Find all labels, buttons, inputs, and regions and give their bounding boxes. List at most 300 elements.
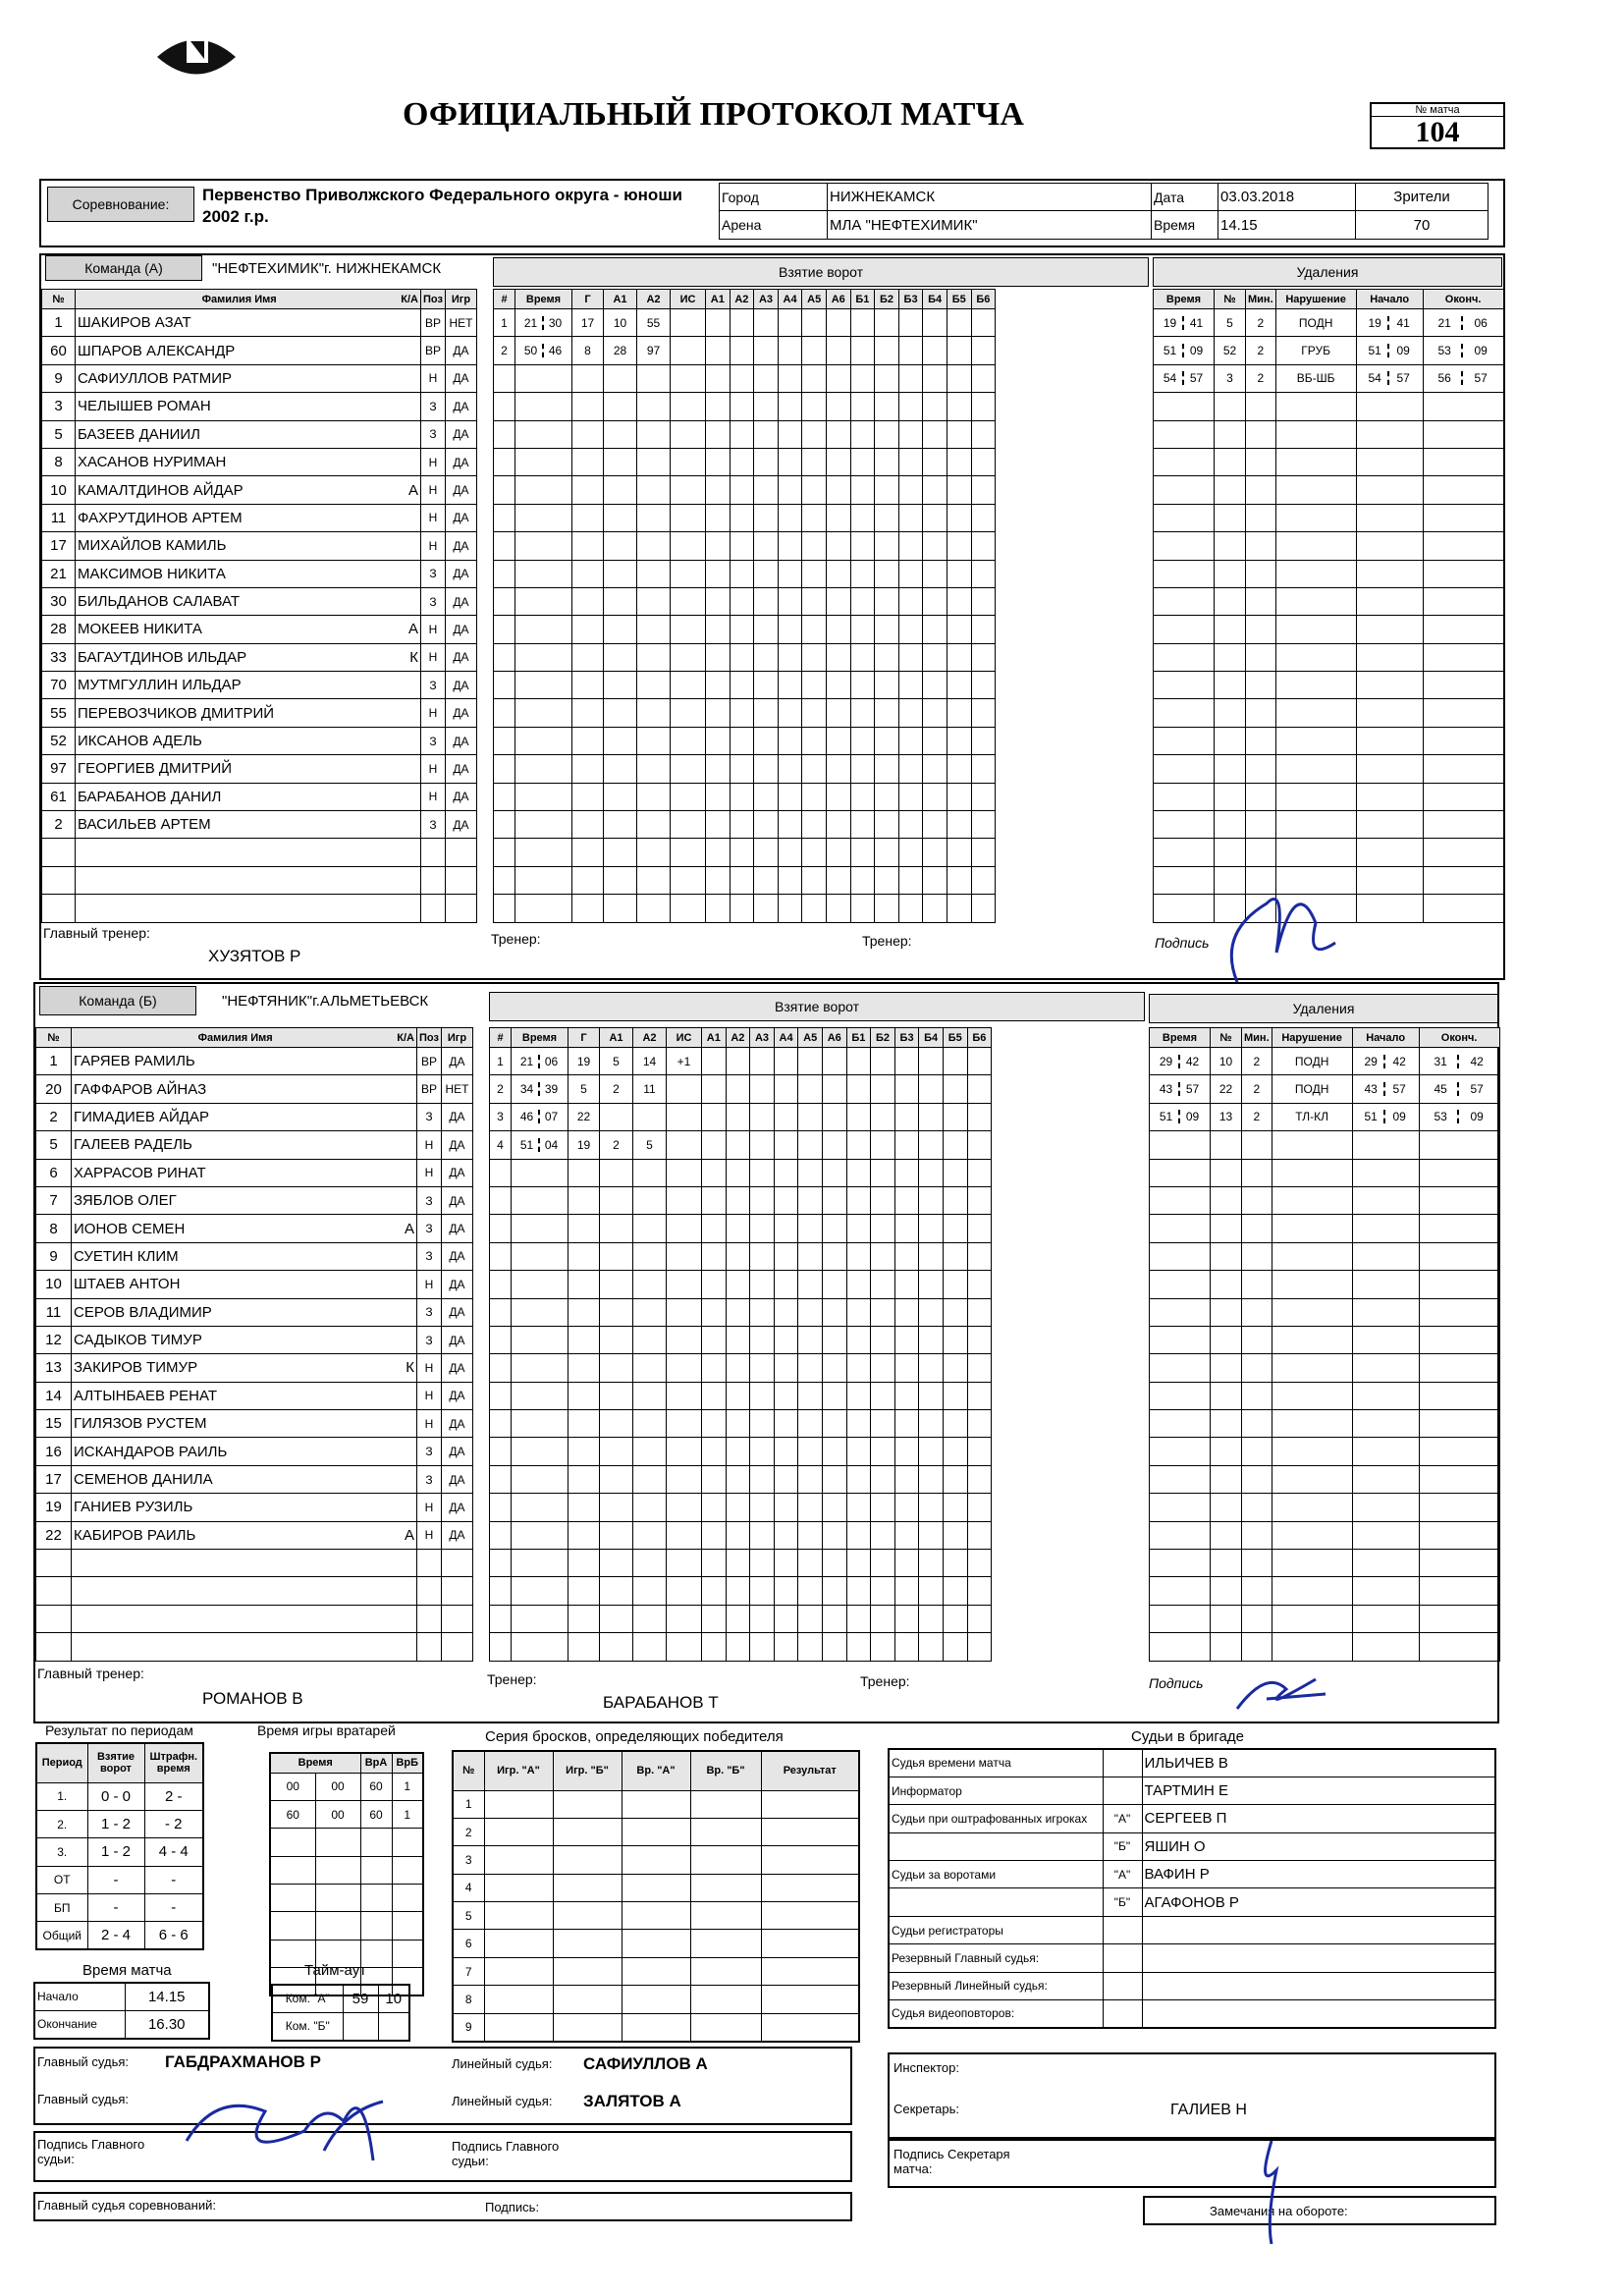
goal-scorer — [572, 727, 604, 754]
period-goals: 1 - 2 — [87, 1810, 144, 1837]
player-name-text: ЗАКИРОВ ТИМУР — [74, 1359, 198, 1377]
on-ice-cell — [894, 1159, 919, 1186]
main-ref-label-2: Главный судья: — [37, 2092, 130, 2106]
player-position: З — [421, 560, 446, 587]
on-ice-cell — [919, 1494, 944, 1521]
on-ice-cell — [898, 866, 923, 894]
player-number: 17 — [42, 532, 76, 560]
shootout-cell — [553, 1930, 622, 1957]
goal-time — [515, 839, 572, 866]
team-b-roster: № Фамилия Имя К/А Поз Игр 1 ГАРЯЕВ РАМИЛЬ ВР ДА 20 ГАФФАРОВ АЙНАЗ ВР НЕТ 2 ГИМАДИЕВ АЙДАР З ДА 5 ГАЛЕЕВ РАДЕЛЬ Н ДА 6 ХАРРАСОВ РИНАТ Н ДА 7 ЗЯБЛОВ ОЛЕГ З ДА 8 ИОНОВ СЕМЕН А З ДА 9 СУЕТИН КЛИМ З ДА 10 ШТАЕВ АНТОН Н ДА 11 СЕРОВ ВЛАДИМИР З ДА 12 САДЫКОВ ТИМУР З ДА 13 ЗАКИРОВ ТИМУР К Н ДА 14 АЛТЫНБАЕВ РЕНАТ Н ДА 15 ГИЛЯЗОВ РУСТЕМ Н ДА 16 ИСКАНДАРОВ РАИЛЬ З ДА 17 СЕМЕНОВ ДАНИЛА З ДА 19 ГАНИЕВ РУЗИЛЬ Н ДА 22 КАБИРОВ РАИЛЬ А Н ДА — [35, 1027, 505, 1662]
player-name — [72, 1103, 417, 1130]
on-ice-cell — [943, 1326, 967, 1353]
goal-situation — [671, 895, 706, 922]
player-name — [72, 1215, 417, 1242]
player-name — [72, 1131, 417, 1159]
on-ice-cell — [702, 1298, 727, 1326]
player-number: 61 — [42, 783, 76, 810]
shootout-cell — [690, 1986, 761, 2013]
goal-number — [494, 727, 515, 754]
shootout-num: 8 — [453, 1986, 484, 2013]
goal-assist2: 5 — [633, 1131, 667, 1159]
penalty-violation — [1275, 504, 1356, 531]
player-position: Н — [421, 755, 446, 783]
penalty-time — [1154, 672, 1215, 699]
player-number — [36, 1605, 72, 1632]
penalty-time — [1150, 1521, 1211, 1549]
goal-situation — [671, 420, 706, 448]
goal-number — [494, 587, 515, 615]
official-role — [889, 1888, 1103, 1916]
penalty-row — [1154, 811, 1504, 839]
on-ice-cell — [802, 866, 827, 894]
penalty-time — [1154, 643, 1215, 671]
penalty-violation: ПОДН — [1272, 1075, 1352, 1103]
player-position — [417, 1550, 442, 1577]
col-А4: А4 — [778, 290, 802, 309]
on-ice-cell — [706, 672, 731, 699]
penalty-violation — [1272, 1298, 1352, 1326]
on-ice-cell — [826, 783, 850, 810]
competition-label: Соревнование: — [47, 187, 194, 222]
player-position: Н — [421, 532, 446, 560]
player-plays: ДА — [441, 1354, 472, 1382]
goal-row — [494, 393, 996, 420]
penalty-start — [1352, 1186, 1419, 1214]
player-name-text: ИОНОВ СЕМЕН — [74, 1220, 186, 1237]
goal-situation — [667, 1521, 702, 1549]
goal-time — [515, 699, 572, 727]
player-plays: ДА — [441, 1494, 472, 1521]
on-ice-cell — [702, 1215, 727, 1242]
goalie-row — [270, 1885, 423, 1912]
main-referee-signature — [177, 2072, 403, 2170]
goal-row — [490, 1410, 992, 1438]
on-ice-cell — [875, 364, 899, 392]
goal-row — [490, 1271, 992, 1298]
on-ice-cell — [850, 364, 875, 392]
on-ice-cell — [802, 587, 827, 615]
on-ice-cell — [702, 1521, 727, 1549]
goal-number — [490, 1298, 512, 1326]
on-ice-cell — [850, 532, 875, 560]
goal-assist1 — [604, 393, 637, 420]
on-ice-cell — [726, 1550, 750, 1577]
shootout-cell — [690, 1874, 761, 1901]
goal-assist2 — [637, 393, 671, 420]
goal-assist2 — [637, 895, 671, 922]
penalty-end — [1423, 839, 1503, 866]
penalty-minutes — [1246, 476, 1276, 504]
on-ice-cell — [754, 643, 779, 671]
on-ice-cell — [871, 1354, 895, 1382]
penalty-end: 21 06 — [1423, 309, 1503, 337]
on-ice-cell — [750, 1494, 775, 1521]
player-row — [36, 1159, 505, 1186]
penalty-minutes — [1246, 672, 1276, 699]
penalty-minutes — [1242, 1465, 1272, 1493]
player-number: 16 — [36, 1438, 72, 1465]
goal-time — [512, 1382, 568, 1409]
player-plays: ДА — [441, 1186, 472, 1214]
player-number: 2 — [36, 1103, 72, 1130]
goal-scorer — [568, 1605, 600, 1632]
penalty-row — [1154, 393, 1504, 420]
penalty-violation — [1275, 587, 1356, 615]
on-ice-cell — [822, 1186, 846, 1214]
goal-row — [494, 866, 996, 894]
on-ice-cell — [730, 364, 754, 392]
player-plays — [441, 1550, 472, 1577]
penalty-end: 45 57 — [1419, 1075, 1499, 1103]
on-ice-cell — [850, 643, 875, 671]
shootout-num: 7 — [453, 1957, 484, 1985]
on-ice-cell — [947, 448, 971, 475]
penalty-time — [1154, 699, 1215, 727]
on-ice-cell — [943, 1354, 967, 1382]
on-ice-cell — [894, 1103, 919, 1130]
penalty-row — [1150, 1131, 1500, 1159]
penalty-minutes — [1242, 1354, 1272, 1382]
player-row — [42, 476, 509, 504]
goal-assist2 — [633, 1382, 667, 1409]
on-ice-cell — [875, 866, 899, 894]
col-А5: А5 — [798, 1028, 823, 1048]
on-ice-cell — [871, 1298, 895, 1326]
on-ice-cell — [947, 699, 971, 727]
penalty-player — [1211, 1550, 1242, 1577]
on-ice-cell — [754, 364, 779, 392]
on-ice-cell — [971, 393, 996, 420]
on-ice-cell — [846, 1131, 871, 1159]
shootout-cell — [690, 1846, 761, 1874]
player-number: 7 — [36, 1186, 72, 1214]
penalty-end — [1423, 672, 1503, 699]
on-ice-cell — [754, 866, 779, 894]
official-row — [889, 1832, 1495, 1860]
goal-row — [490, 1075, 992, 1103]
goal-situation — [667, 1605, 702, 1632]
goal-situation — [671, 783, 706, 810]
on-ice-cell — [943, 1382, 967, 1409]
player-name-text: ХАРРАСОВ РИНАТ — [74, 1164, 206, 1181]
goal-assist1 — [600, 1633, 633, 1661]
goal-situation — [667, 1438, 702, 1465]
goal-situation — [667, 1186, 702, 1214]
penalty-player — [1215, 727, 1246, 754]
goal-assist2 — [633, 1326, 667, 1353]
penalty-player — [1211, 1465, 1242, 1493]
goal-assist1: 2 — [600, 1131, 633, 1159]
penalty-time — [1154, 783, 1215, 810]
player-position — [417, 1633, 442, 1661]
on-ice-cell — [875, 448, 899, 475]
player-number: 33 — [42, 643, 76, 671]
goal-row — [490, 1382, 992, 1409]
on-ice-cell — [846, 1326, 871, 1353]
on-ice-cell — [774, 1354, 798, 1382]
goalie-title: Время игры вратарей — [257, 1722, 396, 1738]
on-ice-cell — [967, 1103, 992, 1130]
period-name: 2. — [36, 1810, 87, 1837]
goal-situation — [667, 1633, 702, 1661]
goalie-row — [270, 1773, 423, 1800]
goal-row — [494, 811, 996, 839]
player-row — [36, 1605, 505, 1632]
team-b-coach: БАРАБАНОВ Т — [603, 1693, 719, 1712]
on-ice-cell — [875, 504, 899, 531]
on-ice-cell — [947, 783, 971, 810]
penalty-start — [1356, 895, 1423, 922]
on-ice-cell — [774, 1410, 798, 1438]
player-name-text: МУТМГУЛЛИН ИЛЬДАР — [78, 677, 242, 694]
team-a-penalties-table: Время № Мин. Нарушение Начало Оконч. 19 41 5 2 ПОДН 19 41 21 06 51 09 52 2 ГРУБ 51 09 53 09 54 57 3 2 ВБ-ШБ 54 57 56 57 — [1153, 289, 1504, 923]
on-ice-cell — [967, 1159, 992, 1186]
on-ice-cell — [822, 1494, 846, 1521]
penalty-time — [1150, 1271, 1211, 1298]
on-ice-cell — [826, 364, 850, 392]
goal-row — [494, 755, 996, 783]
player-plays: ДА — [445, 448, 476, 475]
on-ice-cell — [702, 1271, 727, 1298]
goal-scorer — [568, 1633, 600, 1661]
on-ice-cell — [871, 1605, 895, 1632]
on-ice-cell — [971, 643, 996, 671]
goal-number — [494, 866, 515, 894]
on-ice-cell — [846, 1159, 871, 1186]
on-ice-cell — [943, 1465, 967, 1493]
on-ice-cell — [798, 1521, 823, 1549]
goal-row — [490, 1550, 992, 1577]
goal-time — [512, 1605, 568, 1632]
shootout-cell — [553, 2013, 622, 2041]
goal-number — [494, 643, 515, 671]
penalty-player — [1211, 1186, 1242, 1214]
player-position: Н — [417, 1410, 442, 1438]
player-name-text: ПЕРЕВОЗЧИКОВ ДМИТРИЙ — [78, 704, 275, 722]
on-ice-cell — [774, 1242, 798, 1270]
player-plays: ДА — [445, 699, 476, 727]
penalty-start — [1352, 1494, 1419, 1521]
shootout-cell — [553, 1874, 622, 1901]
on-ice-cell — [894, 1215, 919, 1242]
goal-assist1 — [604, 643, 637, 671]
goal-assist2 — [633, 1494, 667, 1521]
player-name-text: МОКЕЕВ НИКИТА — [78, 621, 202, 638]
penalty-row — [1150, 1550, 1500, 1577]
penalty-violation — [1272, 1271, 1352, 1298]
on-ice-cell — [919, 1382, 944, 1409]
goal-scorer: 8 — [572, 337, 604, 364]
on-ice-cell — [798, 1242, 823, 1270]
goalie-cell: 1 — [392, 1773, 423, 1800]
goal-situation — [671, 839, 706, 866]
periods-title: Результат по периодам — [45, 1722, 193, 1738]
shootout-cell — [622, 1790, 690, 1818]
on-ice-cell — [850, 672, 875, 699]
official-name: ТАРТМИН Е — [1142, 1777, 1495, 1804]
player-plays: ДА — [441, 1271, 472, 1298]
goal-situation — [671, 560, 706, 587]
player-row — [36, 1521, 505, 1549]
on-ice-cell — [702, 1048, 727, 1075]
on-ice-cell — [754, 476, 779, 504]
player-name-text: ГЕОРГИЕВ ДМИТРИЙ — [78, 760, 233, 778]
goal-number — [494, 448, 515, 475]
on-ice-cell — [702, 1633, 727, 1661]
goal-scorer — [568, 1159, 600, 1186]
goalie-cell — [270, 1829, 315, 1856]
on-ice-cell — [846, 1521, 871, 1549]
on-ice-cell — [730, 393, 754, 420]
player-position — [417, 1605, 442, 1632]
on-ice-cell — [750, 1438, 775, 1465]
goal-row — [494, 504, 996, 531]
goal-scorer: 17 — [572, 309, 604, 337]
on-ice-cell — [894, 1186, 919, 1214]
penalty-player — [1215, 587, 1246, 615]
goal-assist2: 11 — [633, 1075, 667, 1103]
on-ice-cell — [826, 504, 850, 531]
on-ice-cell — [947, 672, 971, 699]
player-plays: ДА — [441, 1215, 472, 1242]
shootout-cell — [484, 1846, 553, 1874]
on-ice-cell — [871, 1494, 895, 1521]
player-row — [36, 1410, 505, 1438]
col-Б4: Б4 — [923, 290, 947, 309]
goalie-cell — [392, 1912, 423, 1940]
goal-time — [515, 755, 572, 783]
on-ice-cell — [802, 699, 827, 727]
on-ice-cell — [702, 1410, 727, 1438]
on-ice-cell — [730, 727, 754, 754]
on-ice-cell — [850, 727, 875, 754]
on-ice-cell — [726, 1382, 750, 1409]
penalty-player — [1215, 811, 1246, 839]
official-side: "Б" — [1103, 1832, 1142, 1860]
goal-time — [512, 1242, 568, 1270]
penalty-player — [1215, 755, 1246, 783]
on-ice-cell — [826, 811, 850, 839]
goal-scorer — [572, 560, 604, 587]
on-ice-cell — [798, 1633, 823, 1661]
goal-assist1 — [600, 1326, 633, 1353]
on-ice-cell — [894, 1633, 919, 1661]
on-ice-cell — [967, 1465, 992, 1493]
on-ice-cell — [850, 866, 875, 894]
player-row — [42, 393, 509, 420]
goal-assist2 — [637, 560, 671, 587]
on-ice-cell — [778, 560, 802, 587]
on-ice-cell — [971, 699, 996, 727]
official-role: Судьи за воротами — [889, 1861, 1103, 1888]
on-ice-cell — [898, 727, 923, 754]
team-a-goals-table: # Время Г А1 А2 ИС А1 А2 А3 А4 А5 А6 Б1 Б2 Б3 Б4 Б5 Б6 1 21 30 17 10 55 2 50 46 8 28 97 — [493, 289, 996, 923]
player-number: 20 — [36, 1075, 72, 1103]
goal-assist1 — [600, 1577, 633, 1605]
penalty-start — [1356, 616, 1423, 643]
official-role: Судья видеоповторов: — [889, 2000, 1103, 2028]
on-ice-cell — [971, 532, 996, 560]
on-ice-cell — [754, 727, 779, 754]
penalty-time — [1154, 866, 1215, 894]
goal-scorer — [572, 616, 604, 643]
player-name — [76, 895, 421, 922]
penalty-start — [1356, 587, 1423, 615]
on-ice-cell — [754, 560, 779, 587]
on-ice-cell — [943, 1075, 967, 1103]
penalty-end — [1423, 895, 1503, 922]
on-ice-cell — [822, 1103, 846, 1130]
player-position: ВР — [421, 309, 446, 337]
on-ice-cell — [822, 1410, 846, 1438]
player-name — [72, 1354, 417, 1382]
goal-situation — [667, 1271, 702, 1298]
penalty-row — [1150, 1326, 1500, 1353]
goal-assist2 — [637, 755, 671, 783]
penalty-minutes — [1246, 643, 1276, 671]
on-ice-cell — [706, 532, 731, 560]
goalie-cell — [392, 1885, 423, 1912]
goal-assist1 — [604, 727, 637, 754]
on-ice-cell — [778, 866, 802, 894]
player-position: З — [417, 1298, 442, 1326]
on-ice-cell — [943, 1131, 967, 1159]
penalty-minutes — [1242, 1494, 1272, 1521]
player-position: З — [417, 1438, 442, 1465]
goalie-cell — [270, 1856, 315, 1884]
shootout-cell — [761, 1846, 859, 1874]
player-number — [36, 1577, 72, 1605]
on-ice-cell — [850, 783, 875, 810]
shootout-num: 4 — [453, 1874, 484, 1901]
on-ice-cell — [730, 895, 754, 922]
col-Б3: Б3 — [894, 1028, 919, 1048]
spectators-value: 70 — [1356, 211, 1489, 239]
penalty-start — [1352, 1159, 1419, 1186]
player-name-text: СЕРОВ ВЛАДИМИР — [74, 1303, 212, 1321]
on-ice-cell — [967, 1048, 992, 1075]
penalty-start — [1352, 1465, 1419, 1493]
on-ice-cell — [778, 783, 802, 810]
comp-ref-label: Главный судья соревнований: — [37, 2198, 216, 2213]
col-А3: А3 — [750, 1028, 775, 1048]
on-ice-cell — [923, 755, 947, 783]
on-ice-cell — [802, 895, 827, 922]
on-ice-cell — [967, 1242, 992, 1270]
col-Б4: Б4 — [919, 1028, 944, 1048]
goal-assist2 — [633, 1410, 667, 1438]
player-number: 5 — [36, 1131, 72, 1159]
on-ice-cell — [894, 1131, 919, 1159]
on-ice-cell — [726, 1465, 750, 1493]
penalty-minutes — [1242, 1605, 1272, 1632]
on-ice-cell — [726, 1271, 750, 1298]
on-ice-cell — [826, 420, 850, 448]
player-number — [36, 1550, 72, 1577]
goal-assist2: 55 — [637, 309, 671, 337]
goal-row — [494, 587, 996, 615]
goal-assist1 — [604, 699, 637, 727]
penalty-start: 29 42 — [1352, 1048, 1419, 1075]
penalty-row — [1150, 1215, 1500, 1242]
goal-assist1 — [604, 532, 637, 560]
player-position — [421, 839, 446, 866]
on-ice-cell — [730, 866, 754, 894]
player-number: 14 — [36, 1382, 72, 1409]
penalty-row — [1154, 587, 1504, 615]
player-role: К — [406, 1359, 414, 1377]
